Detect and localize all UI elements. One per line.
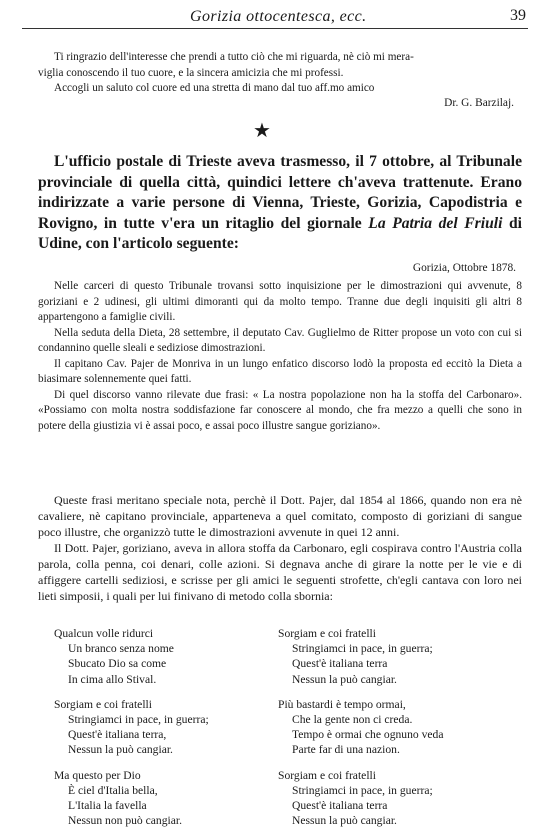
poem-line: Stringiamci in pace, in guerra; [292,783,433,797]
poem-line: L'Italia la favella [68,799,147,813]
article-paragraph: Nelle carceri di questo Tribunale trovansi sotto inquisizione per le dimostrazioni qui avvenute, 8 goriziani e 2 udinesi, gli ultimi dimoranti qui da molto tempo. Tranne due degli inquisiti gli altri 8 appartengono a famiglie civili. [38,280,522,323]
letter-closing: Accogli un saluto col cuore ed una stretta di mano dal tuo aff.mo amico [54,82,375,94]
poem-line: Stringiamci in pace, in guerra; [292,642,433,656]
poem-right-column [278,626,443,838]
commentary [38,492,522,604]
poem-left-column [54,626,209,838]
letter-body [38,50,522,97]
commentary-paragraph: Queste frasi meritano speciale nota, perchè il Dott. Pajer, dal 1854 al 1866, quando non era nè cavaliere, nè capitano provinciale, apparteneva a quel comitato, composto di goriziani di sangue poco illustre, che organizzò tutte le dimostrazioni avvenute in quei 12 anni. [38,493,522,539]
article-paragraph: Nella seduta della Dieta, 28 settembre, il deputato Cav. Guglielmo de Ritter propose un voto con cui si condannino quelle sleali e sediziose dimostrazioni. [38,326,522,354]
letter-line-1: Ti ringrazio dell'interesse che prendi a tutto ciò che mi riguarda, nè ciò mi mera- [54,51,414,63]
running-title: Gorizia ottocentesca, ecc. [190,8,367,25]
intro-paragraph [38,152,522,255]
newspaper-title: La Patria del Friuli [368,214,503,232]
poem-line: Quest'è italiana terra, [68,728,167,742]
poem-line: Sbucato Dio sa come [68,657,167,671]
poem-line: Parte far di una nazion. [292,743,400,757]
intro-text-before: L'ufficio postale di Trieste aveva trasmesso, il 7 ottobre, al Tribunale provinciale di quella città, quindici lettere ch'aveva trattenute. Erano indirizzate a varie persone di Vienna, Trieste, Gorizia, Capodistria e Rovigno, in tutte v'era un ritaglio del giornale [38,153,522,232]
poem-line: Nessun la può cangiar. [292,672,397,686]
poem-line: Che la gente non ci creda. [292,713,413,727]
poem-line: Sorgiam e coi fratelli [278,768,376,782]
poem-line: Un branco senza nome [68,642,174,656]
poem-line: Nessun la può cangiar. [68,743,173,757]
commentary-paragraph: Il Dott. Pajer, goriziano, aveva in allora stoffa da Carbonaro, egli cospirava contro l'Austria colla parola, colla penna, coi denari, colle azioni. Si degnava anche di girare la notte per le vie e di affiggere cartelli sediziosi, e scrisse per gli amici le seguenti strofette, ch'egli cantava con loro nei lieti simposii, i quali per lui finivano di metodo colla sbornia: [38,541,522,603]
poem-stanza [278,697,443,758]
poem-line: Ma questo per Dio [54,768,141,782]
poem-line: È ciel d'Italia bella, [68,783,158,797]
intro-text-after: di Udine, con l'articolo seguente: [38,214,522,252]
section-separator-star: ★ [253,120,271,142]
letter-signature: Dr. G. Barzilaj. [444,97,514,109]
poem-line: Qualcun volle ridurci [54,627,154,640]
letter-line-2: viglia conoscendo il tuo cuore, e la sincera amicizia che mi professi. [38,66,344,79]
poem-stanza [278,768,443,829]
poem-stanza [54,697,209,758]
poem-line: Tempo è ormai che ognuno veda [292,728,444,742]
page-number: 39 [510,7,526,24]
article-dateline: Gorizia, Ottobre 1878. [412,262,516,274]
poem-line: Più bastardi è tempo ormai, [278,697,406,711]
poem-line: Quest'è italiana terra [292,657,388,671]
poem-line: Quest'è italiana terra [292,799,388,813]
article-quote [38,279,522,434]
poem-line: Nessun non può cangiar. [68,814,182,828]
poem-stanza [54,768,209,829]
article-paragraph: Di quel discorso vanno rilevate due frasi: « La nostra popolazione non ha la stoffa del Carbonaro». «Possiamo con molta nostra soddisfazione far conoscere al mondo, che fra mezzo a quelli che sono in potere della giustizia vi è assai poco, e assai poco illustre sangue goriziano». [38,388,522,432]
article-paragraph: Il capitano Cav. Pajer de Monriva in un lungo enfatico discorso lodò la proposta ed eccitò la Dieta a biasimare solennemente quei fatti. [38,357,522,385]
poem-line: Sorgiam e coi fratelli [54,697,152,711]
poem-stanza [54,626,209,687]
poem-stanza [278,626,443,687]
running-head [22,6,528,29]
poem-line: Sorgiam e coi fratelli [278,627,376,640]
poem-line: In cima allo Stival. [68,672,157,686]
poem-line: Nessun la può cangiar. [292,814,397,828]
poem-line: Stringiamci in pace, in guerra; [68,713,209,727]
